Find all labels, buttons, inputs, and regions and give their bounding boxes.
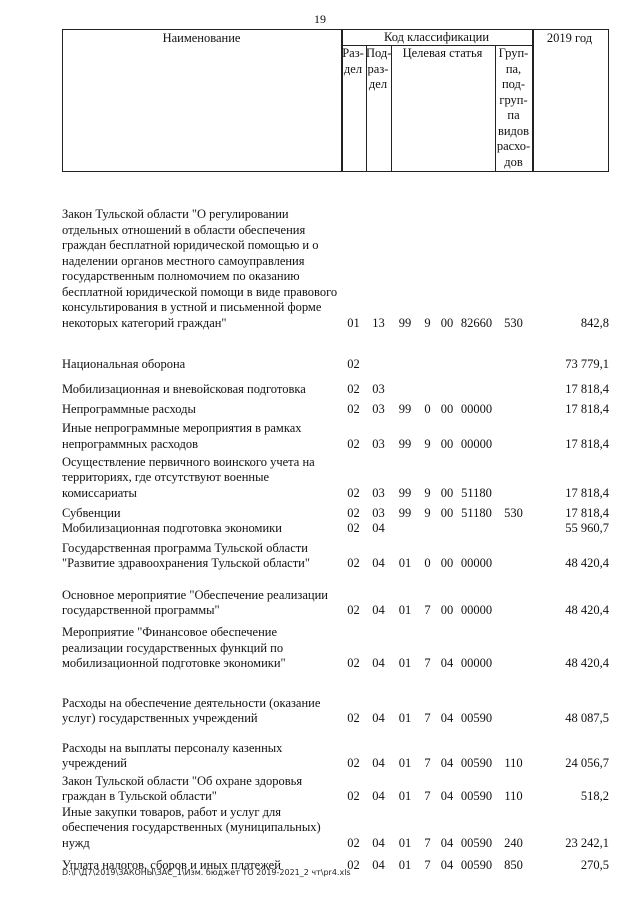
row-amount: 518,2 — [580, 789, 609, 803]
row-target-program: 01 — [398, 656, 412, 670]
row-name: Расходы на обеспечение деятельности (оказание услуг) государственных учреждений — [62, 695, 321, 725]
row-target-program: 01 — [398, 789, 412, 803]
row-target-program: 01 — [398, 711, 412, 725]
row-expense-type: 530 — [504, 505, 523, 520]
table-row — [62, 727, 609, 772]
row-amount: 23 242,1 — [565, 835, 609, 850]
row-podrazdel: 03 — [372, 381, 385, 396]
row-podrazdel: 04 — [372, 857, 385, 872]
table-row — [62, 672, 609, 727]
row-target-event: 04 — [440, 857, 454, 872]
table-row — [62, 521, 609, 537]
row-target-subprogram: 9 — [424, 485, 431, 500]
file-path-footer: D:\Г\Д7\2019\ЗАКОНЫ\ЗАС_1\Изм. бюджет ТО 2019-2021_2 чт\pr4.xls — [62, 868, 351, 877]
row-razdel: 02 — [347, 521, 360, 535]
row-name: Иные непрограммные мероприятия в рамках непрограммных расходов — [62, 421, 302, 451]
row-target-program — [391, 372, 419, 397]
row-amount: 17 818,4 — [565, 436, 609, 451]
row-razdel: 02 — [347, 556, 360, 570]
header-classification-label: Код классификации — [383, 30, 490, 44]
row-target-subprogram — [419, 331, 436, 372]
row-name: Мобилизационная и вневойсковая подготовка — [62, 381, 306, 396]
row-name: Закон Тульской области "Об охране здоровья граждан в Тульской области" — [62, 773, 303, 803]
table-row — [62, 417, 609, 452]
header-name-label: Наименование — [162, 31, 241, 45]
row-target-subprogram: 9 — [424, 315, 431, 330]
table-row — [62, 397, 609, 417]
table-row — [62, 176, 609, 331]
row-podrazdel: 04 — [372, 603, 385, 617]
row-target-subprogram: 9 — [424, 505, 431, 520]
row-target-subprogram: 0 — [424, 401, 431, 416]
row-expense-type — [495, 619, 532, 672]
header-year-label: 2019 год — [546, 31, 593, 45]
row-target-subprogram — [419, 372, 436, 397]
row-target-direction: 51180 — [461, 485, 492, 500]
row-target-program: 01 — [398, 556, 412, 570]
row-target-direction: 00000 — [460, 603, 493, 617]
table-row — [62, 619, 609, 672]
row-name: Расходы на выплаты персоналу казенных учреждений — [62, 740, 283, 770]
row-expense-type — [495, 672, 532, 727]
row-expense-type — [495, 521, 532, 537]
table-row — [62, 772, 609, 805]
row-amount: 17 818,4 — [565, 505, 609, 520]
header-name-cell — [62, 29, 343, 172]
row-target-direction: 00000 — [460, 401, 493, 416]
row-name: Мероприятие "Финансовое обеспечение реализации государственных функций по мобилизационной подготовке экономики" — [62, 625, 286, 670]
row-expense-type: 110 — [504, 789, 523, 803]
row-podrazdel: 03 — [372, 485, 385, 500]
row-expense-type — [495, 572, 532, 619]
row-amount: 48 420,4 — [565, 656, 609, 670]
row-target-event: 04 — [440, 656, 454, 670]
row-target-direction: 00590 — [460, 835, 493, 850]
row-podrazdel: 04 — [372, 756, 385, 770]
row-target-program: 99 — [398, 485, 412, 500]
row-expense-type: 110 — [504, 756, 523, 770]
row-razdel: 02 — [347, 857, 360, 872]
row-target-subprogram — [419, 521, 436, 537]
row-razdel: 02 — [347, 381, 360, 396]
row-target-subprogram: 7 — [424, 789, 431, 803]
table-row — [62, 572, 609, 619]
row-razdel: 02 — [347, 401, 360, 416]
header-podrazdel-label: Под- раз- дел — [366, 46, 392, 91]
row-razdel: 02 — [347, 505, 360, 520]
row-target-subprogram: 7 — [424, 857, 431, 872]
table-header — [62, 29, 609, 172]
row-name: Государственная программа Тульской области "Развитие здравоохранения Тульской области" — [62, 540, 310, 570]
row-target-event: 00 — [440, 485, 454, 500]
row-podrazdel: 04 — [372, 556, 385, 570]
row-razdel: 02 — [347, 789, 360, 803]
row-razdel: 01 — [347, 315, 360, 330]
row-target-direction: 00590 — [460, 756, 493, 770]
row-target-event: 00 — [440, 401, 454, 416]
row-target-direction: 00000 — [460, 656, 493, 670]
row-name: Иные закупки товаров, работ и услуг для обеспечения государственных (муниципальных) нужд — [62, 804, 321, 850]
table-row — [62, 805, 609, 852]
row-name: Непрограммные расходы — [62, 401, 196, 416]
row-target-event: 04 — [440, 711, 454, 725]
row-name: Основное мероприятие "Обеспечение реализации государственной программы" — [62, 587, 328, 617]
header-year-cell — [532, 29, 609, 172]
row-expense-type — [495, 452, 532, 501]
row-expense-type: 850 — [504, 857, 523, 872]
row-target-program: 99 — [398, 505, 412, 520]
row-name: Закон Тульской области "О регулировании отдельных отношений в области обеспечения граждан бесплатной юридической помощью и о наделении органов местного самоуправления государственным полномочием по оказанию бесплатной юридической помощи в виде правового консультирования в устной и письменной форме некоторых категорий граждан" — [62, 207, 338, 330]
row-razdel: 02 — [347, 436, 360, 451]
row-target-direction — [458, 331, 495, 372]
row-target-program: 01 — [398, 603, 412, 617]
row-target-direction: 00590 — [460, 857, 493, 872]
row-amount: 270,5 — [580, 857, 609, 872]
row-target-event: 00 — [440, 603, 454, 617]
row-target-event: 00 — [440, 315, 454, 330]
header-target-cell — [391, 45, 496, 172]
row-target-program: 99 — [398, 401, 412, 416]
row-target-direction: 51180 — [461, 505, 492, 520]
row-podrazdel: 03 — [372, 436, 385, 451]
row-podrazdel: 03 — [372, 505, 385, 520]
row-target-event: 04 — [440, 756, 454, 770]
row-amount: 842,8 — [580, 315, 609, 330]
row-expense-type — [495, 537, 532, 572]
row-podrazdel: 13 — [372, 315, 385, 330]
row-razdel: 02 — [347, 656, 360, 670]
row-name: Уплата налогов, сборов и иных платежей — [62, 857, 281, 872]
row-target-direction: 00590 — [460, 789, 493, 803]
row-target-subprogram: 7 — [424, 656, 431, 670]
row-podrazdel — [366, 331, 391, 372]
row-target-event: 00 — [440, 436, 454, 451]
row-podrazdel: 04 — [372, 835, 385, 850]
row-expense-type — [495, 331, 532, 372]
row-expense-type — [495, 372, 532, 397]
row-target-direction — [458, 521, 495, 537]
row-target-program — [391, 331, 419, 372]
table-row — [62, 537, 609, 572]
row-amount: 48 420,4 — [565, 603, 609, 617]
row-podrazdel: 04 — [372, 521, 385, 535]
header-razdel-label: Раз- дел — [342, 46, 364, 76]
row-name: Мобилизационная подготовка экономики — [62, 521, 282, 535]
row-target-direction: 00000 — [460, 556, 493, 570]
table-row — [62, 452, 609, 501]
row-target-event: 04 — [440, 789, 454, 803]
row-amount: 17 818,4 — [565, 381, 609, 396]
row-target-event — [436, 372, 458, 397]
row-target-subprogram: 7 — [424, 756, 431, 770]
row-amount: 48 087,5 — [565, 711, 609, 725]
row-target-program: 01 — [398, 756, 412, 770]
row-razdel: 02 — [347, 603, 360, 617]
row-target-event: 04 — [440, 835, 454, 850]
row-podrazdel: 03 — [372, 401, 385, 416]
row-target-program: 99 — [398, 436, 412, 451]
row-amount: 48 420,4 — [565, 556, 609, 570]
row-target-direction — [458, 372, 495, 397]
row-target-program: 01 — [398, 835, 412, 850]
row-name: Осуществление первичного воинского учета на территориях, где отсутствуют военные комиссариаты — [62, 454, 315, 500]
header-target-label: Целевая статья — [402, 46, 483, 60]
row-razdel: 02 — [347, 711, 360, 725]
row-target-subprogram: 7 — [424, 711, 431, 725]
row-podrazdel: 04 — [372, 711, 385, 725]
row-razdel: 02 — [347, 756, 360, 770]
row-amount: 73 779,1 — [565, 356, 609, 371]
row-target-program: 01 — [398, 857, 412, 872]
row-target-subprogram: 7 — [424, 835, 431, 850]
row-target-subprogram: 0 — [424, 556, 431, 570]
table-row — [62, 501, 609, 521]
row-amount: 17 818,4 — [565, 401, 609, 416]
table-row — [62, 372, 609, 397]
row-name: Субвенции — [62, 505, 121, 520]
row-target-subprogram: 9 — [424, 436, 431, 451]
row-target-direction: 00590 — [460, 711, 493, 725]
row-target-direction: 82660 — [460, 315, 493, 330]
row-expense-type — [495, 417, 532, 452]
row-podrazdel: 04 — [372, 789, 385, 803]
row-target-event — [436, 521, 458, 537]
row-expense-type: 240 — [504, 835, 523, 850]
budget-table — [62, 176, 609, 873]
row-name: Национальная оборона — [62, 356, 186, 371]
row-target-event — [436, 331, 458, 372]
row-expense-type: 530 — [504, 315, 523, 330]
header-group-label: Груп- па, под- груп- па видов расхо- дов — [496, 46, 531, 169]
row-amount: 24 056,7 — [565, 756, 609, 770]
row-amount: 55 960,7 — [565, 521, 609, 535]
table-row — [62, 331, 609, 372]
row-razdel: 02 — [347, 485, 360, 500]
row-amount: 17 818,4 — [565, 485, 609, 500]
row-expense-type — [495, 397, 532, 417]
row-razdel: 02 — [347, 835, 360, 850]
row-podrazdel: 04 — [372, 656, 385, 670]
row-target-program: 99 — [398, 315, 412, 330]
row-target-direction: 00000 — [460, 436, 493, 451]
row-target-event: 00 — [440, 556, 454, 570]
row-target-event: 00 — [440, 505, 454, 520]
page-number: 19 — [314, 12, 326, 26]
row-razdel: 02 — [347, 356, 360, 371]
row-target-subprogram: 7 — [424, 603, 431, 617]
row-target-program — [391, 521, 419, 537]
